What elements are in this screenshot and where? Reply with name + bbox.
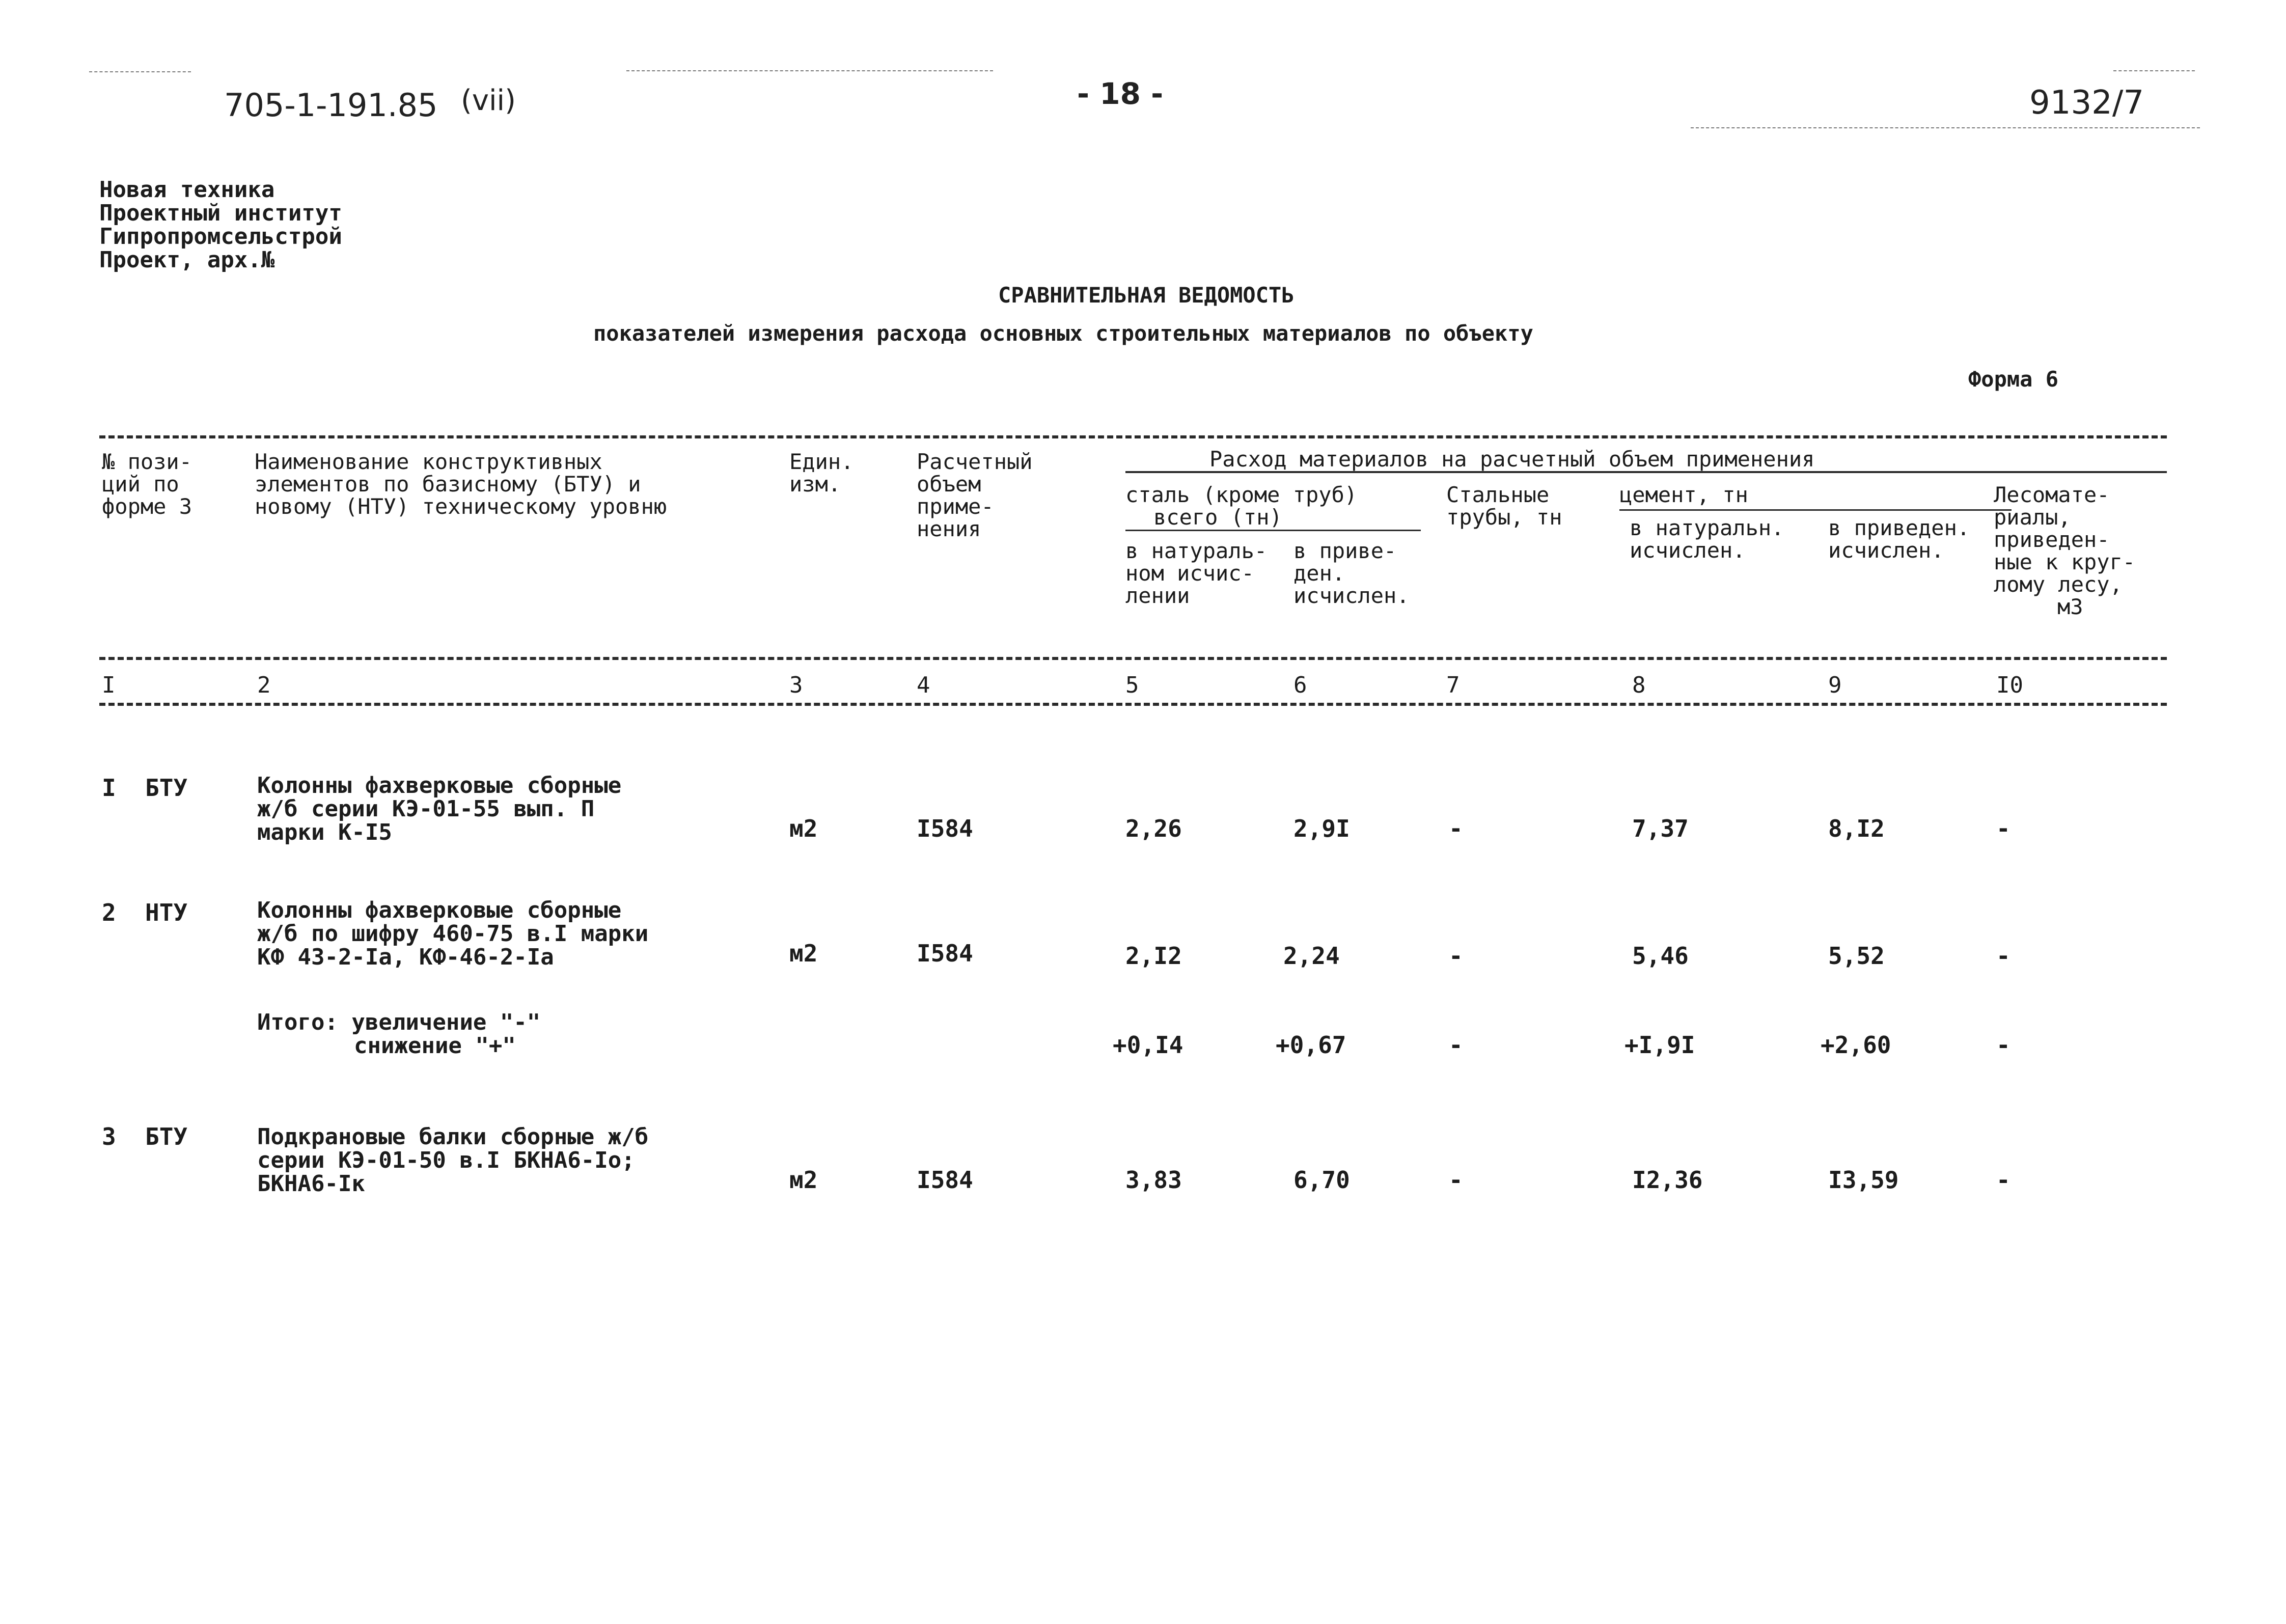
org-line: Проектный институт [99,200,342,226]
row-cement-natural: 7,37 [1632,815,1689,842]
row-pipes: - [1449,942,1463,970]
document-code: 705-1-191.85 [224,87,438,124]
page-number: - 18 - [1077,76,1164,111]
header-line-right [1691,127,2200,128]
cement-header: цемент, тн [1619,482,1748,507]
row-description: Колонны фахверковые сборные ж/б серии КЭ-01-55 вып. П марки К-I5 [257,773,622,845]
column-number: 7 [1446,672,1460,698]
row-cement-reduced: 8,I2 [1828,815,1885,842]
col-name-header: Наименование конструктивных элементов по базисному (БТУ) и новому (НТУ) техническому уровню [255,449,667,519]
row-position: 3 [102,1123,116,1150]
column-number: I [102,672,116,698]
total-steel-natural: +0,I4 [1113,1031,1183,1059]
column-numbers-rule [99,703,2167,706]
volume-mark: (vii) [461,84,516,117]
row-volume: I584 [917,1166,973,1194]
group-header: Расход материалов на расчетный объем применения [1209,447,1815,472]
row-cement-reduced: I3,59 [1828,1166,1899,1194]
row-wood: - [1996,1166,2010,1194]
header-line-mid [626,70,993,71]
column-number: 2 [257,672,271,698]
row-level: НТУ [145,899,188,926]
column-number: 4 [917,672,930,698]
wood-header: Лесомате- риалы, приведен- ные к круг- лому лесу, м3 [1994,482,2136,619]
row-cement-reduced: 5,52 [1828,942,1885,970]
row-description: Подкрановые балки сборные ж/б серии КЭ-01-50 в.I БКНА6-Iо; БКНА6-Iк [257,1124,649,1197]
table-top-rule [99,435,2167,438]
steel-natural-header: в натураль- ном исчис- лении [1125,538,1268,608]
org-line: Новая техника [99,177,275,203]
org-line: Гипропромсельстрой [99,224,342,250]
row-steel-reduced: 2,24 [1283,942,1340,970]
row-steel-natural: 2,26 [1125,815,1182,842]
row-unit: м2 [789,815,818,842]
row-cement-natural: I2,36 [1632,1166,1703,1194]
row-level: БТУ [145,774,188,802]
cement-reduced-header: в приведен. исчислен. [1828,515,1970,563]
row-cement-natural: 5,46 [1632,942,1689,970]
total-pipes: - [1449,1031,1463,1059]
row-unit: м2 [789,940,818,967]
pipes-header: Стальные трубы, тн [1446,482,1562,530]
column-number: 6 [1293,672,1307,698]
row-position: I [102,774,116,802]
column-number: 5 [1125,672,1139,698]
org-block [99,178,342,272]
header-bottom-rule [99,657,2167,660]
row-steel-reduced: 2,9I [1293,815,1350,842]
row-description: Колонны фахверковые сборные ж/б по шифру 460-75 в.I марки КФ 43-2-Iа, КФ-46-2-Iа [257,897,649,970]
col-unit-header: Един. изм. [789,449,854,497]
header-line-far-right [2113,70,2195,71]
row-steel-natural: 3,83 [1125,1166,1182,1194]
cement-header-underline [1619,509,2012,511]
document-title: СРАВНИТЕЛЬНАЯ ВЕДОМОСТЬ [998,283,1295,308]
total-cement-natural: +I,9I [1624,1031,1695,1059]
header-line-left [89,71,191,72]
org-line: Проект, арх.№ [99,247,275,273]
row-steel-reduced: 6,70 [1293,1166,1350,1194]
row-volume: I584 [917,815,973,842]
row-pipes: - [1449,1166,1463,1194]
column-number: 9 [1828,672,1842,698]
total-description: Итого: увеличение "-" снижение "+" [257,1009,541,1059]
sheet-code: 9132/7 [2029,84,2144,122]
column-number: 3 [789,672,803,698]
row-position: 2 [102,899,116,926]
row-level: БТУ [145,1123,188,1150]
document-subtitle: показателей измерения расхода основных строительных материалов по объекту [593,321,1533,346]
col-volume-header: Расчетный объем приме- нения [917,449,1033,541]
column-number: 8 [1632,672,1646,698]
cement-natural-header: в натуральн. исчислен. [1630,515,1784,563]
row-wood: - [1996,815,2010,842]
total-steel-reduced: +0,67 [1276,1031,1346,1059]
form-label: Форма 6 [1968,367,2059,392]
steel-reduced-header: в приве- ден. исчислен. [1293,538,1410,608]
row-volume: I584 [917,940,973,967]
row-pipes: - [1449,815,1463,842]
steel-header: сталь (кроме труб) всего (тн) [1125,482,1358,530]
total-wood: - [1996,1031,2010,1059]
column-number: I0 [1996,672,2023,698]
row-wood: - [1996,942,2010,970]
col-position-header: № пози- ций по форме 3 [102,449,192,519]
row-steel-natural: 2,I2 [1125,942,1182,970]
total-cement-reduced: +2,60 [1821,1031,1891,1059]
steel-header-underline [1125,530,1421,531]
row-unit: м2 [789,1166,818,1194]
